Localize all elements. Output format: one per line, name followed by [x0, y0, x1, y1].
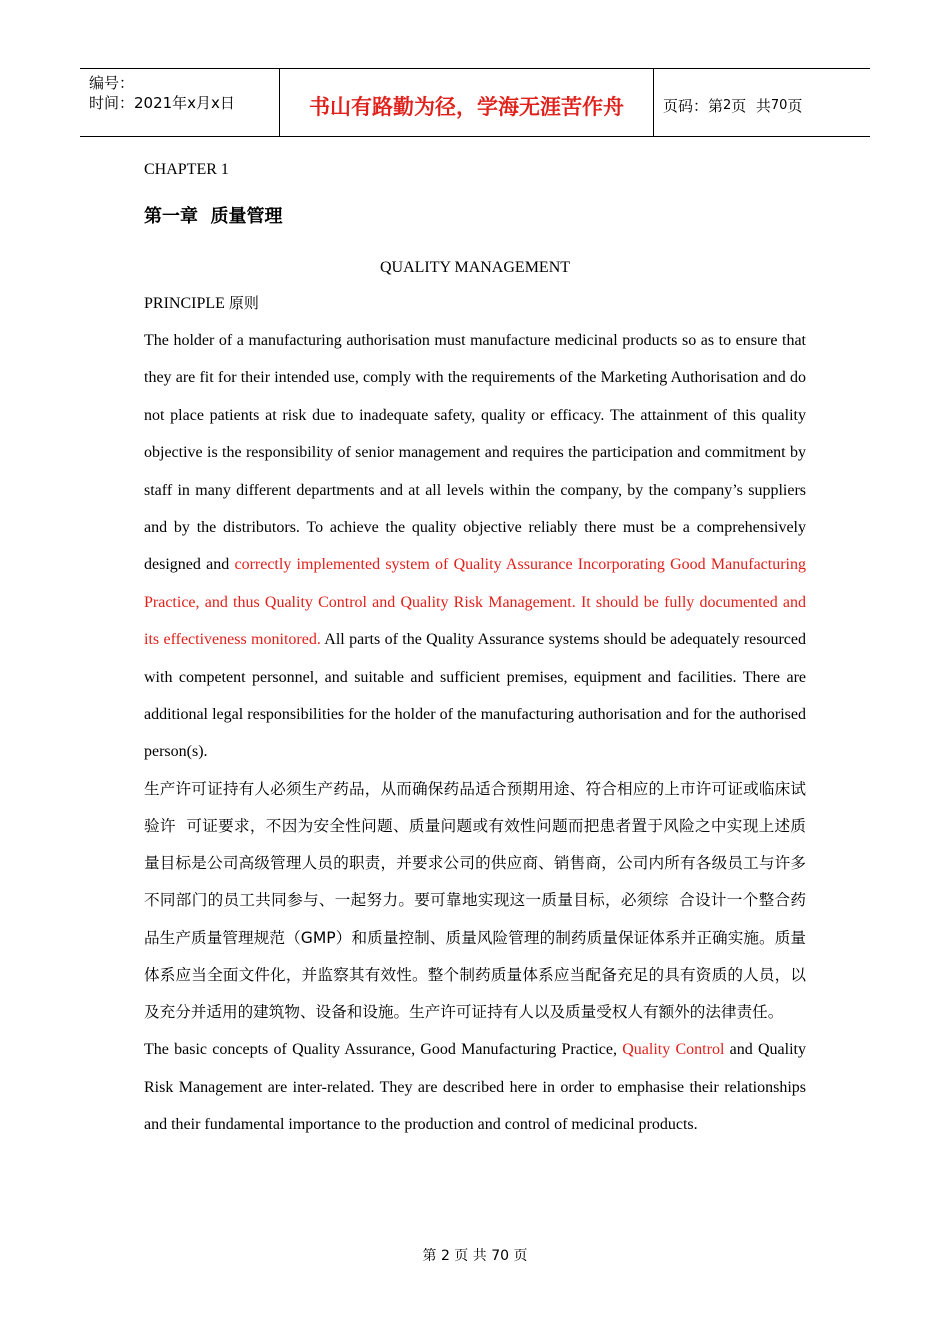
header-page-number: 2	[723, 98, 732, 113]
chapter-label: CHAPTER 1	[144, 161, 229, 178]
paragraph-basic-concepts	[144, 1031, 806, 1143]
header-info	[80, 69, 280, 136]
principle-heading	[144, 291, 806, 316]
paragraph-principle-cn: 生产许可证持有人必须生产药品，从而确保药品适合预期用途、符合相应的上市许可证或临床试验许 可证要求，不因为安全性问题、质量问题或有效性问题而把患者置于风险之中实现上述质量目标是公司高级管理人员的职责，并要求公司的供应商、销售商，公司内所有各级员工与许多不同部门的员工共同参与、一起努力。要可靠地实现这一质量目标，必须综 合设计一个整合药品生产质量管理规范（GMP）和质量控制、质量风险管理的制药质量保证体系并正确实施。质量体系应当全面文件化，并监察其有效性。整个制药质量体系应当配备充足的具有资质的人员，以及充分并适用的建筑物、设备和设施。生产许可证持有人以及质量受权人有额外的法律责任。	[144, 779, 806, 1022]
document-time: 时间：2021年x月x日	[89, 94, 235, 112]
chapter-title-cn: 第一章 质量管理	[144, 206, 283, 227]
footer-prefix: 第	[422, 1248, 441, 1264]
document-number-label: 编号：	[89, 74, 135, 92]
paragraph-text: and Quality Risk Management are inter-related. They are described here in order to emphasise their relationships and their fundamental importance to the production and control of medicinal products.	[144, 1041, 806, 1134]
paragraph-highlight: Quality Control	[622, 1041, 725, 1059]
paragraph-text: The holder of a manufacturing authorisation must manufacture medicinal products so as to ensure that they are fit for their intended use, comply with the requirements of the Marketing Authorisation and do not place patients at risk due to inadequate safety, quality or efficacy. The attainment of this quality objective is the responsibility of senior management and requires the participation and commitment by staff in many different departments and at all levels within the company, by the company’s suppliers and by the distributors. To achieve the quality objective reliably there must be a comprehensively designed and	[144, 332, 806, 574]
footer-mid: 页 共	[449, 1248, 492, 1264]
paragraph-text: The basic concepts of Quality Assurance, Good Manufacturing Practice,	[144, 1041, 623, 1059]
page-header	[80, 68, 870, 137]
paragraph-principle-en	[144, 322, 806, 771]
paragraph-text: All parts of the Quality Assurance systems should be adequately resourced with competent personnel, and suitable and sufficient premises, equipment and facilities. There are additional legal responsibilities for the holder of the manufacturing authorisation and for the authorised person(s).	[144, 631, 806, 761]
document-body	[144, 158, 806, 1144]
header-page-info	[654, 69, 870, 136]
footer-page-number: 2	[440, 1248, 450, 1264]
footer-page-total: 70	[491, 1248, 510, 1264]
header-page-prefix: 页码：第	[663, 97, 724, 115]
paragraph-highlight: correctly implemented system of Quality Assurance Incorporating Good Manufacturing Practice, and thus Quality Control and Quality Risk Management. It should be fully documented and its effectiveness monitored.	[144, 556, 806, 649]
footer-suffix: 页	[509, 1248, 528, 1264]
principle-en: PRINCIPLE	[144, 295, 229, 312]
principle-cn: 原则	[228, 294, 259, 312]
header-motto: 书山有路勤为径，学海无涯苦作舟	[280, 69, 654, 136]
header-page-mid: 页 共	[731, 97, 771, 115]
section-title: QUALITY MANAGEMENT	[379, 259, 571, 276]
header-page-total: 70	[770, 98, 788, 113]
page-footer	[0, 1245, 950, 1265]
header-page-suffix: 页	[787, 97, 803, 115]
